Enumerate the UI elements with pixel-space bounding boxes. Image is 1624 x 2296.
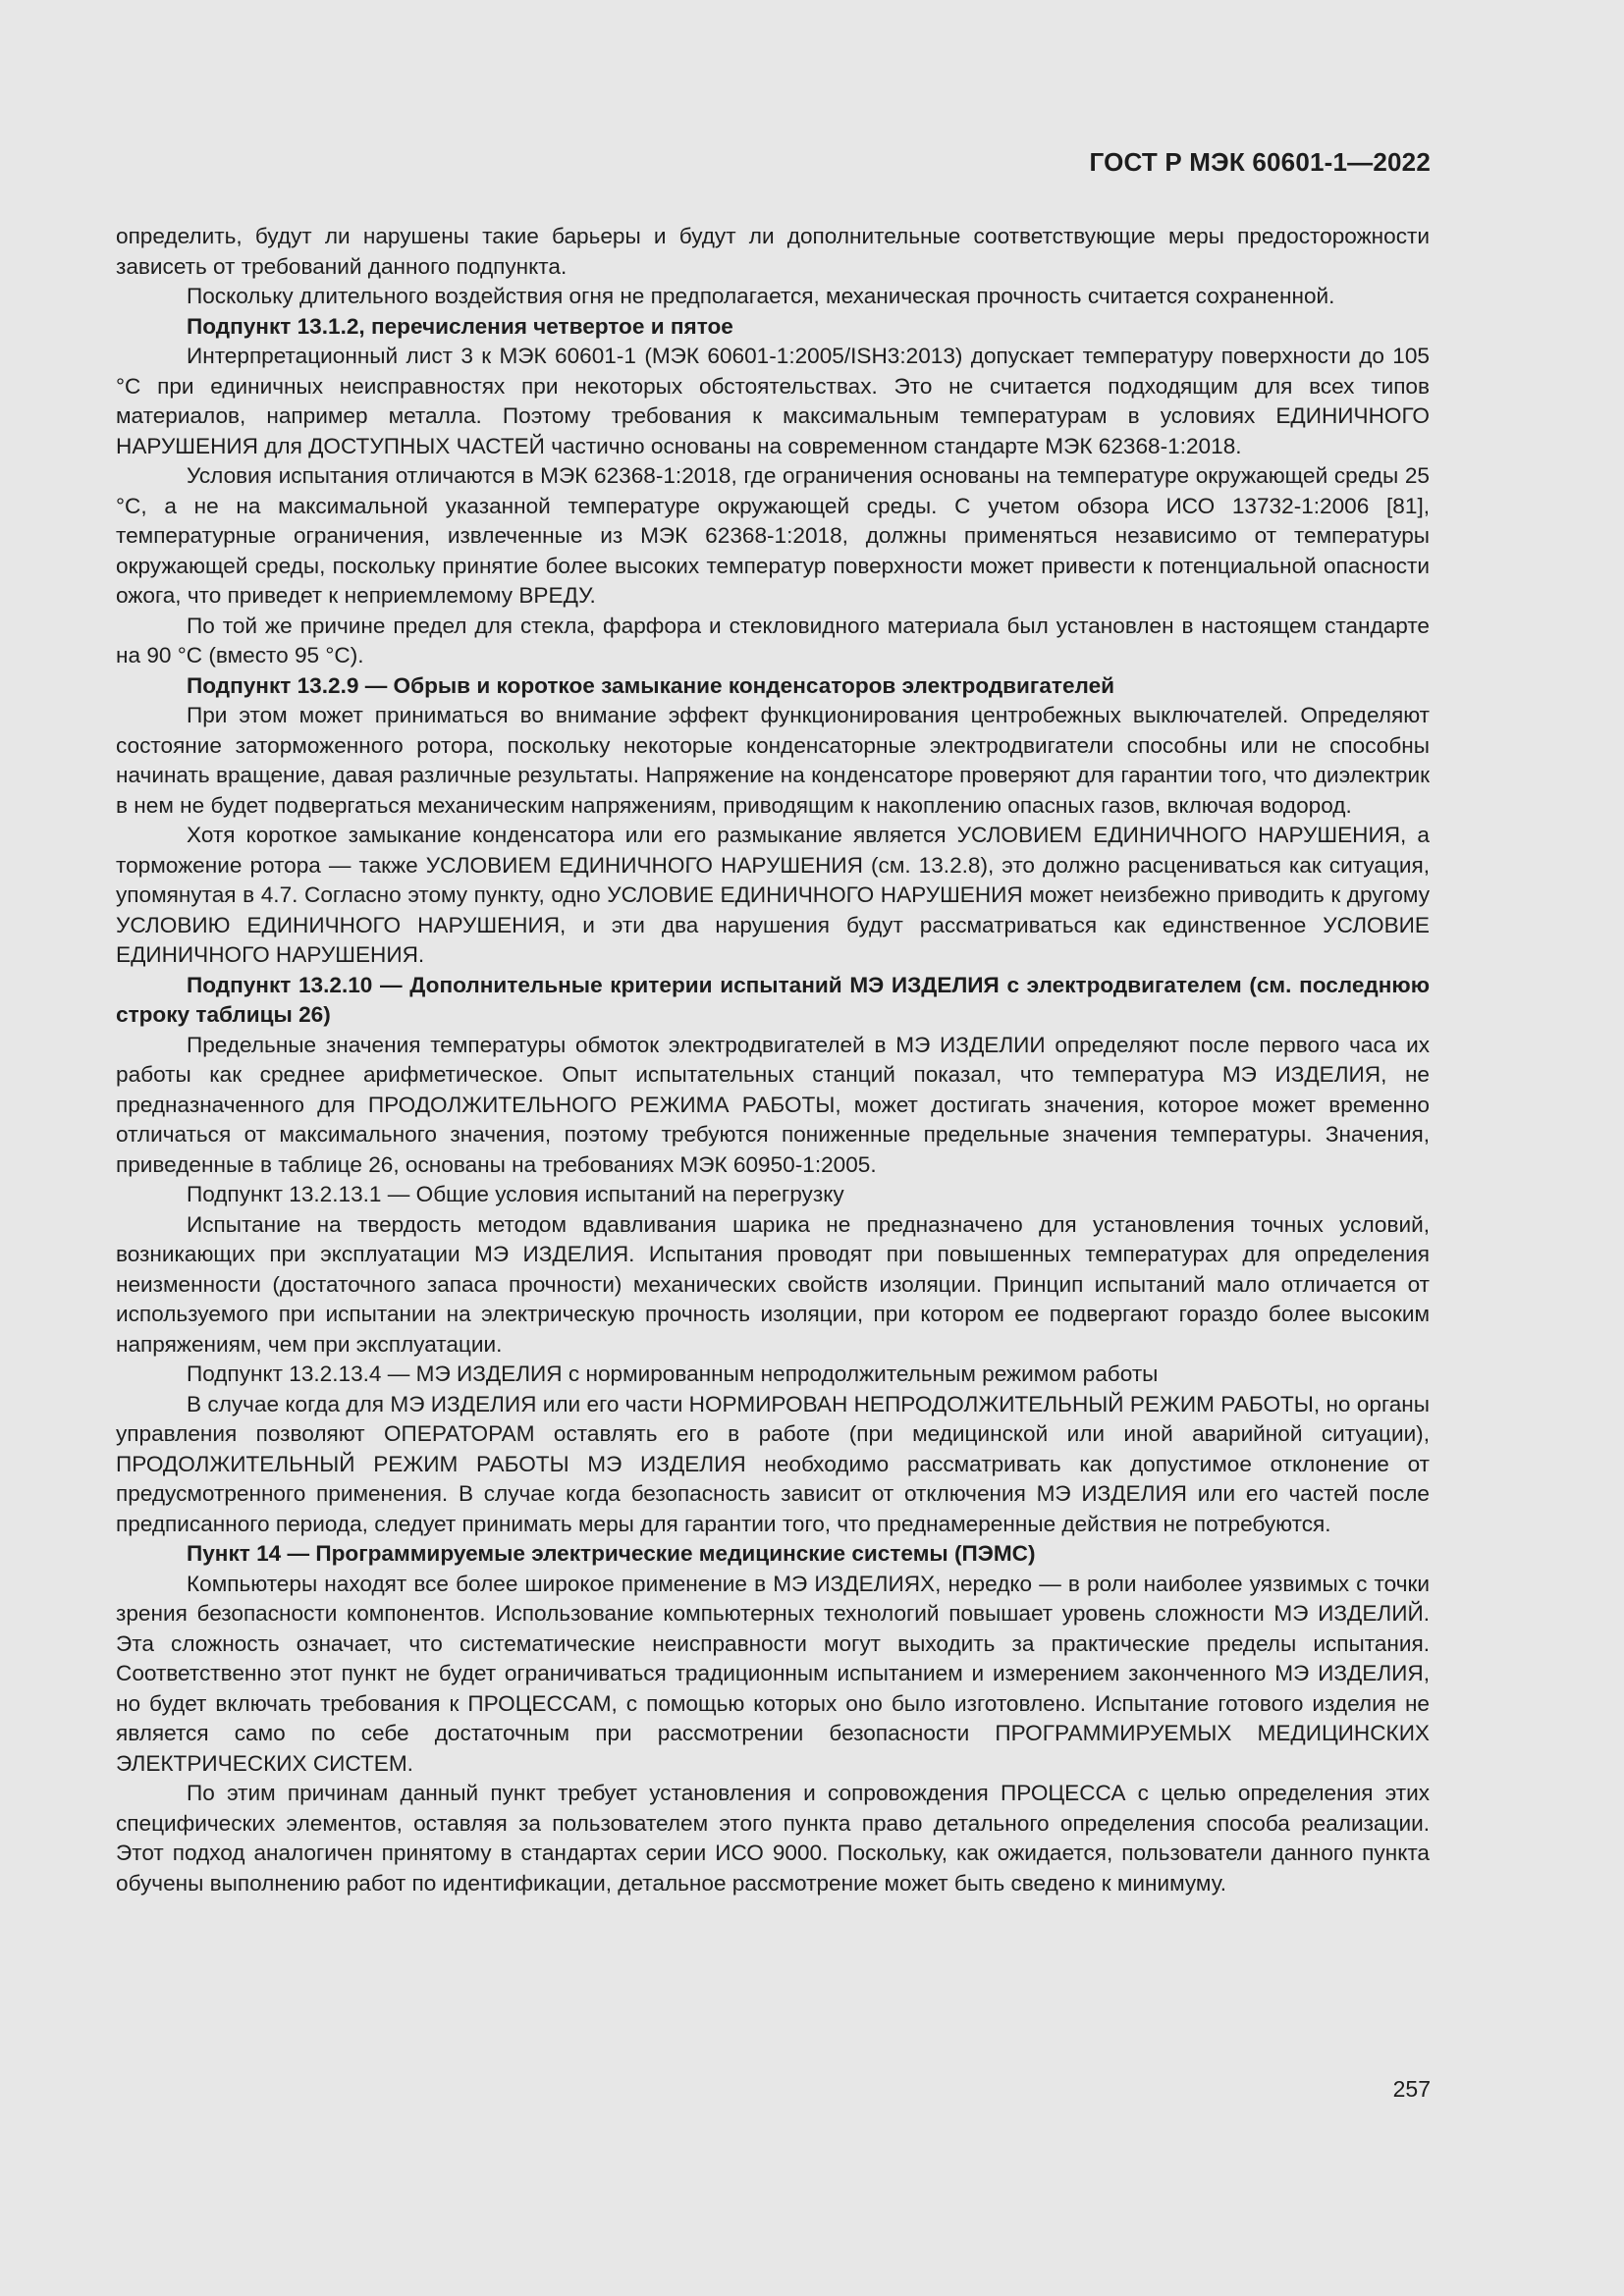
- section-heading: Подпункт 13.1.2, перечисления четвертое и пятое: [187, 313, 733, 339]
- paragraph: Испытание на твердость методом вдавливания шарика не предназначено для установления точных условий, возникающих при эксплуатации МЭ ИЗДЕЛИЯ. Испытания проводят при повышенных температурах для определения неизменности (достаточного запаса прочности) механических свойств изоляции. Принцип испытаний мало отличается от используемого при испытании на электрическую прочность изоляции, при котором ее подвергают гораздо более высоким напряжениям, чем при эксплуатации.: [116, 1211, 1430, 1357]
- section-heading: Подпункт 13.2.9 — Обрыв и короткое замыкание конденсаторов электродвигателей: [187, 672, 1115, 698]
- paragraph: При этом может приниматься во внимание эффект функционирования центробежных выключателей. Определяют состояние заторможенного ротора, поскольку некоторые конденсаторные электродвигатели способны или не способны начинать вращение, давая различные результаты. Напряжение на конденсаторе проверяют для гарантии того, что диэлектрик в нем не будет подвергаться механическим напряжениям, приводящим к накоплению опасных газов, включая водород.: [116, 703, 1430, 818]
- page-body: [116, 222, 1430, 1898]
- document-code-header: ГОСТ Р МЭК 60601-1—2022: [1089, 147, 1431, 177]
- paragraph: Поскольку длительного воздействия огня не предполагается, механическая прочность считается сохраненной.: [187, 284, 1335, 308]
- page-number: 257: [1392, 2076, 1431, 2102]
- paragraph: Условия испытания отличаются в МЭК 62368-1:2018, где ограничения основаны на температуре окружающей среды 25 °С, а не на максимальной указанной температуре окружающей среды. С учетом обзора ИСО 13732-1:2006 [81], температурные ограничения, извлеченные из МЭК 62368-1:2018, должны применяться независимо от температуры окружающей среды, поскольку принятие более высоких температур поверхности может привести к потенциальной опасности ожога, что приведет к неприемлемому ВРЕДУ.: [116, 463, 1430, 608]
- paragraph: Интерпретационный лист 3 к МЭК 60601-1 (МЭК 60601-1:2005/ISH3:2013) допускает температуру поверхности до 105 °С при единичных неисправностях при некоторых обстоятельствах. Это не считается подходящим для всех типов материалов, например металла. Поэтому требования к максимальным температурам в условиях ЕДИНИЧНОГО НАРУШЕНИЯ для ДОСТУПНЫХ ЧАСТЕЙ частично основаны на современном стандарте МЭК 62368-1:2018.: [116, 344, 1430, 458]
- subsection-title: Подпункт 13.2.13.1 — Общие условия испытаний на перегрузку: [187, 1182, 844, 1206]
- paragraph: Компьютеры находят все более широкое применение в МЭ ИЗДЕЛИЯХ, нередко — в роли наиболее уязвимых с точки зрения безопасности компонентов. Использование компьютерных технологий повышает уровень сложности МЭ ИЗДЕЛИЙ. Эта сложность означает, что систематические неисправности могут выходить за практические пределы испытания. Соответственно этот пункт не будет ограничиваться традиционным испытанием и измерением законченного МЭ ИЗДЕЛИЯ, но будет включать требования к ПРОЦЕССАМ, с помощью которых оно было изготовлено. Испытание готового изделия не является само по себе достаточным при рассмотрении безопасности ПРОГРАММИРУЕМЫХ МЕДИЦИНСКИХ ЭЛЕКТРИЧЕСКИХ СИСТЕМ.: [116, 1571, 1430, 1776]
- paragraph: Хотя короткое замыкание конденсатора или его размыкание является УСЛОВИЕМ ЕДИНИЧНОГО НАРУШЕНИЯ, а торможение ротора — также УСЛОВИЕМ ЕДИНИЧНОГО НАРУШЕНИЯ (см. 13.2.8), это должно расцениваться как ситуация, упомянутая в 4.7. Согласно этому пункту, одно УСЛОВИЕ ЕДИНИЧНОГО НАРУШЕНИЯ может неизбежно приводить к другому УСЛОВИЮ ЕДИНИЧНОГО НАРУШЕНИЯ, и эти два нарушения будут рассматриваться как единственное УСЛОВИЕ ЕДИНИЧНОГО НАРУШЕНИЯ.: [116, 823, 1430, 967]
- paragraph: определить, будут ли нарушены такие барьеры и будут ли дополнительные соответствующие меры предосторожности зависеть от требований данного подпункта.: [116, 224, 1430, 279]
- subsection-title: Подпункт 13.2.13.4 — МЭ ИЗДЕЛИЯ с нормированным непродолжительным режимом работы: [187, 1362, 1159, 1386]
- paragraph: По этим причинам данный пункт требует установления и сопровождения ПРОЦЕССА с целью определения этих специфических элементов, оставляя за пользователем этого пункта право детального определения способа реализации. Этот подход аналогичен принятому в стандартах серии ИСО 9000. Поскольку, как ожидается, пользователи данного пункта обучены выполнению работ по идентификации, детальное рассмотрение может быть сведено к минимуму.: [116, 1781, 1430, 1896]
- section-heading: Пункт 14 — Программируемые электрические медицинские системы (ПЭМС): [187, 1541, 1036, 1566]
- paragraph: Предельные значения температуры обмоток электродвигателей в МЭ ИЗДЕЛИИ определяют после первого часа их работы как среднее арифметическое. Опыт испытательных станций показал, что температура МЭ ИЗДЕЛИЯ, не предназначенного для ПРОДОЛЖИТЕЛЬНОГО РЕЖИМА РАБОТЫ, может достигать значения, которое может временно отличаться от максимального значения, поэтому требуются пониженные предельные значения температуры. Значения, приведенные в таблице 26, основаны на требованиях МЭК 60950-1:2005.: [116, 1032, 1430, 1177]
- paragraph: По той же причине предел для стекла, фарфора и стекловидного материала был установлен в настоящем стандарте на 90 °С (вместо 95 °С).: [116, 613, 1430, 667]
- section-heading: Подпункт 13.2.10 — Дополнительные критерии испытаний МЭ ИЗДЕЛИЯ с электродвигателем (см. последнюю строку таблицы 26): [116, 972, 1430, 1027]
- paragraph: В случае когда для МЭ ИЗДЕЛИЯ или его части НОРМИРОВАН НЕПРОДОЛЖИТЕЛЬНЫЙ РЕЖИМ РАБОТЫ, но органы управления позволяют ОПЕРАТОРАМ оставлять его в работе (при медицинской или иной аварийной ситуации), ПРОДОЛЖИТЕЛЬНЫЙ РЕЖИМ РАБОТЫ МЭ ИЗДЕЛИЯ необходимо рассматривать как допустимое отклонение от предусмотренного применения. В случае когда безопасность зависит от отключения МЭ ИЗДЕЛИЯ или его частей после предписанного периода, следует принимать меры для гарантии того, что преднамеренные действия не потребуются.: [116, 1391, 1430, 1536]
